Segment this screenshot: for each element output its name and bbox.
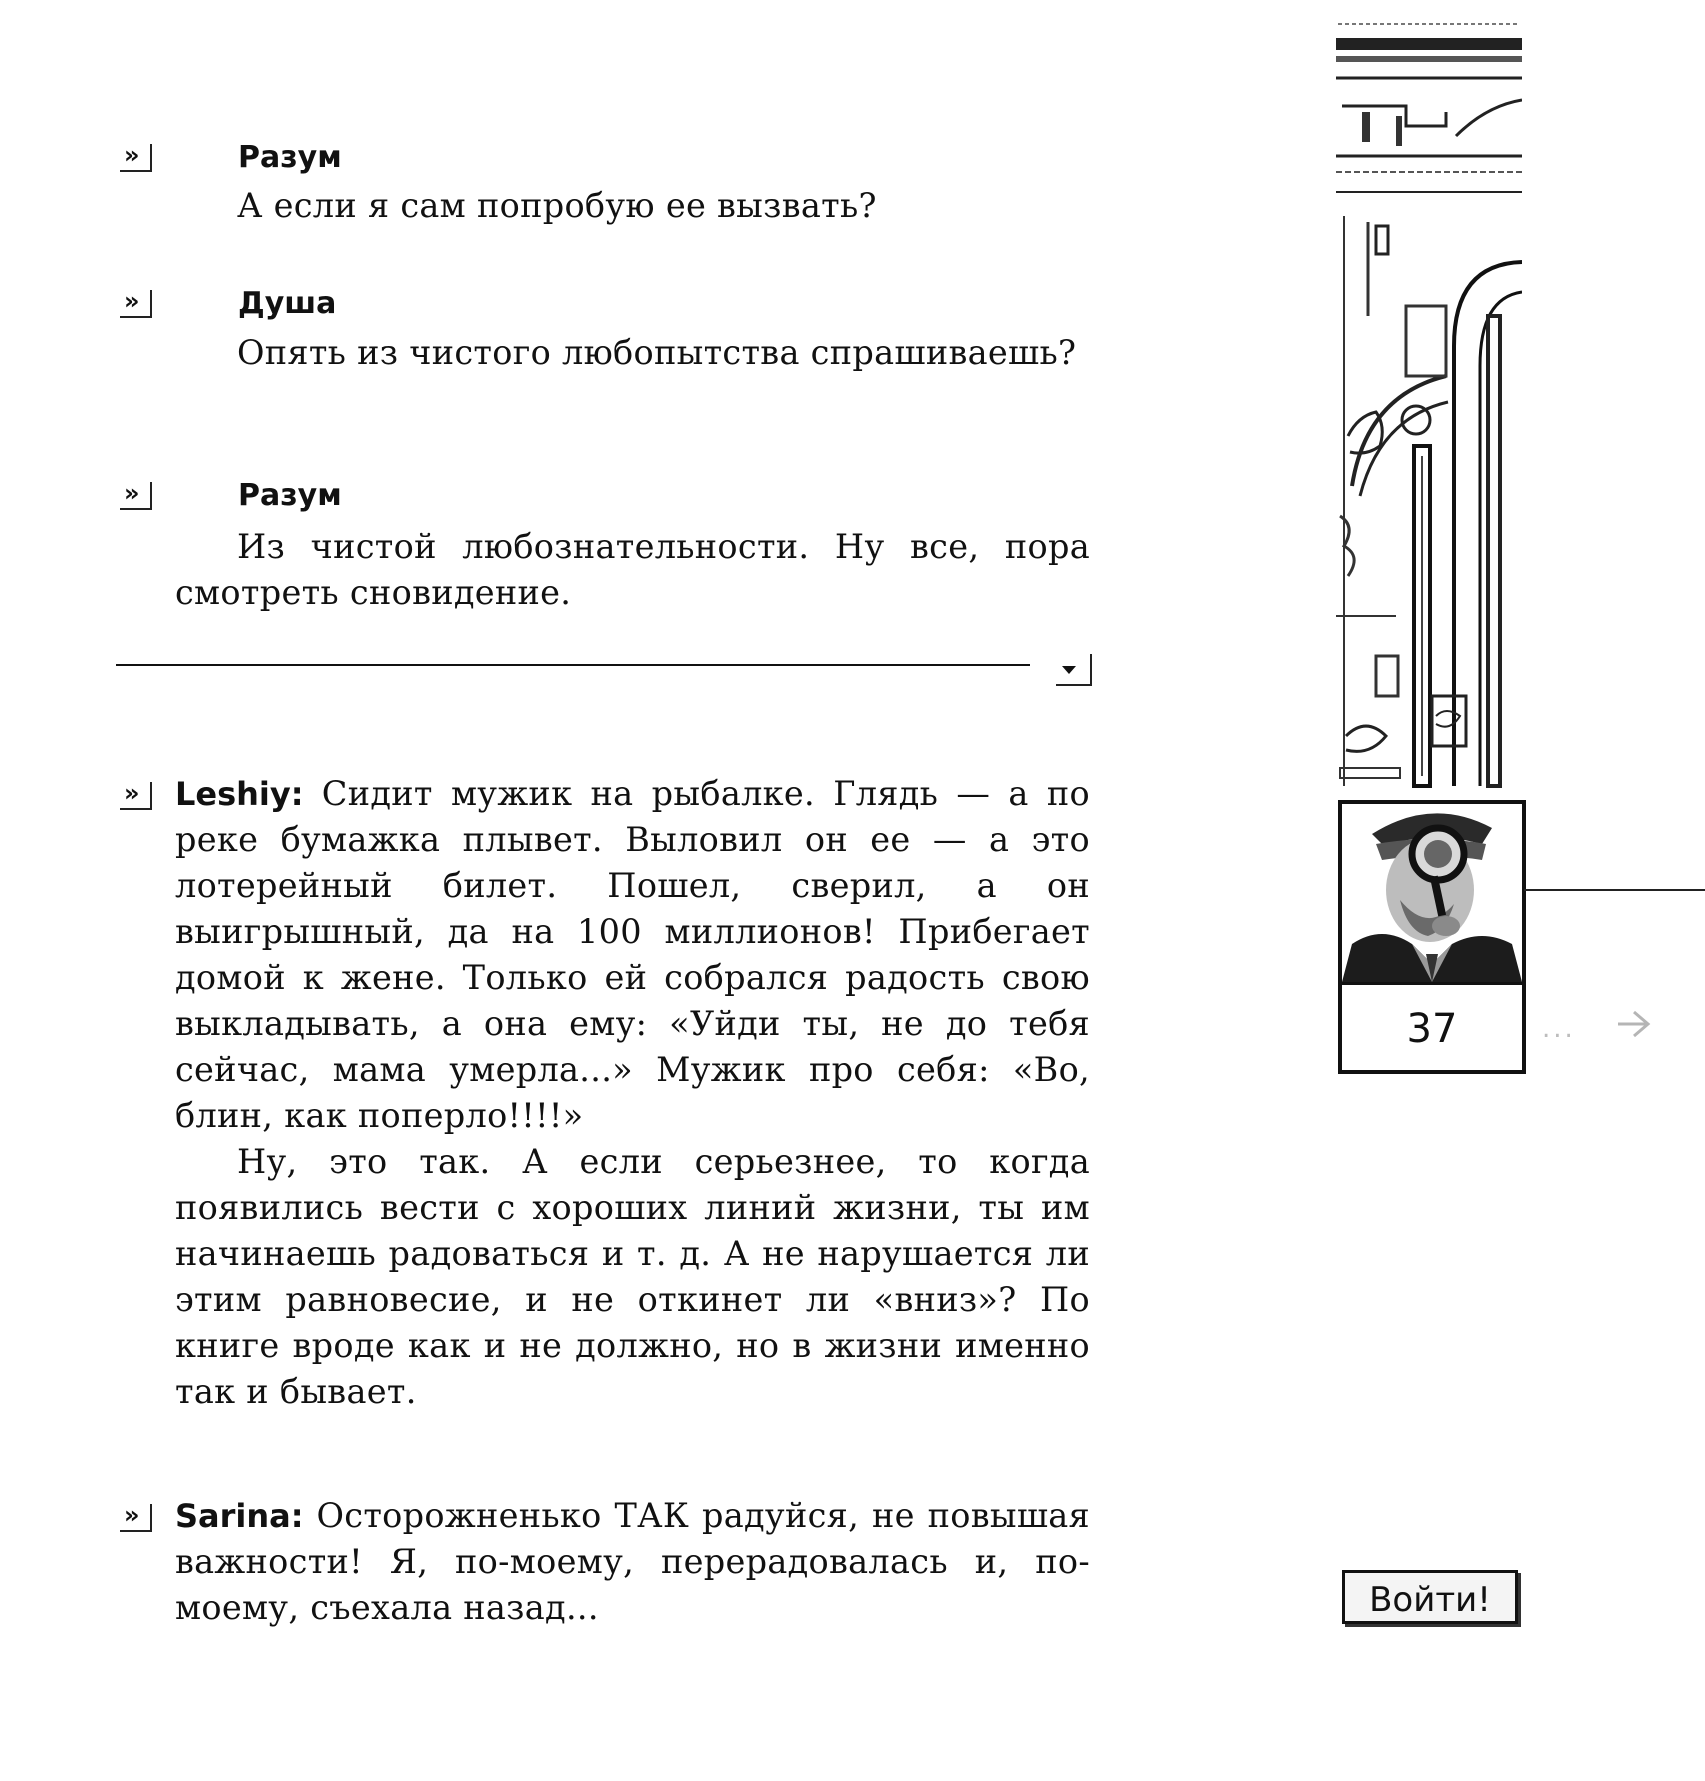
post-author: Sarina: <box>175 1497 304 1535</box>
quote-marker-icon: » <box>120 1502 152 1536</box>
next-dots: ... <box>1542 1014 1576 1044</box>
post-paragraph <box>175 1493 1090 1631</box>
post-text: Сидит мужик на рыбалке. Глядь — а по реке бумажка плывет. Выловил он ее — а это лотерейный билет. Пошел, сверил, а он выигрышный, да на 100 миллионов! Прибегает домой к жене. Только ей собрался радость свою выкладывать, а она ему: «Уйди ты, не до тебя сейчас, мама умерла...» Мужик про себя: «Во, блин, как поперло!!!!» <box>175 774 1091 1135</box>
section-divider <box>116 664 1030 666</box>
dialogue-text <box>175 183 1090 229</box>
dialogue-line: Опять из чистого любопытства спрашиваешь? <box>237 333 1077 372</box>
page-number: 37 <box>1342 982 1522 1073</box>
quote-marker-icon: » <box>120 780 152 814</box>
dialogue-line: Из чистой любознательности. Ну все, пора смотреть сновидение. <box>175 527 1090 612</box>
quote-marker-icon: » <box>120 142 152 176</box>
section-end-icon <box>1056 654 1092 688</box>
architecture-illustration <box>1336 16 1522 800</box>
post-paragraph <box>175 771 1090 1139</box>
post-text: Осторожненько ТАК радуйся, не повышая важности! Я, по-моему, перерадовалась и, по-моему, съехала назад... <box>175 1496 1090 1627</box>
forum-post <box>175 1493 1090 1631</box>
author-portrait <box>1338 800 1526 1074</box>
speaker-name: Душа <box>238 286 337 321</box>
forum-post <box>175 771 1090 1415</box>
arrow-right-icon <box>1614 1004 1654 1044</box>
post-author: Leshiy: <box>175 775 304 813</box>
quote-marker-icon: » <box>120 288 152 322</box>
dialogue-line: А если я сам попробую ее вызвать? <box>237 186 877 225</box>
dialogue-text <box>175 330 1090 376</box>
speaker-name: Разум <box>238 478 342 513</box>
side-connector-line <box>1524 889 1705 891</box>
next-page-link[interactable] <box>1536 1000 1656 1050</box>
login-button[interactable]: Войти! <box>1342 1570 1518 1624</box>
detective-magnifier-photo <box>1342 804 1522 982</box>
quote-marker-icon: » <box>120 480 152 514</box>
dialogue-text <box>175 524 1090 616</box>
speaker-name: Разум <box>238 140 342 175</box>
post-paragraph: Ну, это так. А если серьезнее, то когда появились вести с хороших линий жизни, ты им начинаешь радоваться и т. д. А не нарушается ли этим равновесие, и не откинет ли «вниз»? По книге вроде как и не должно, но в жизни именно так и бывает. <box>175 1142 1090 1411</box>
